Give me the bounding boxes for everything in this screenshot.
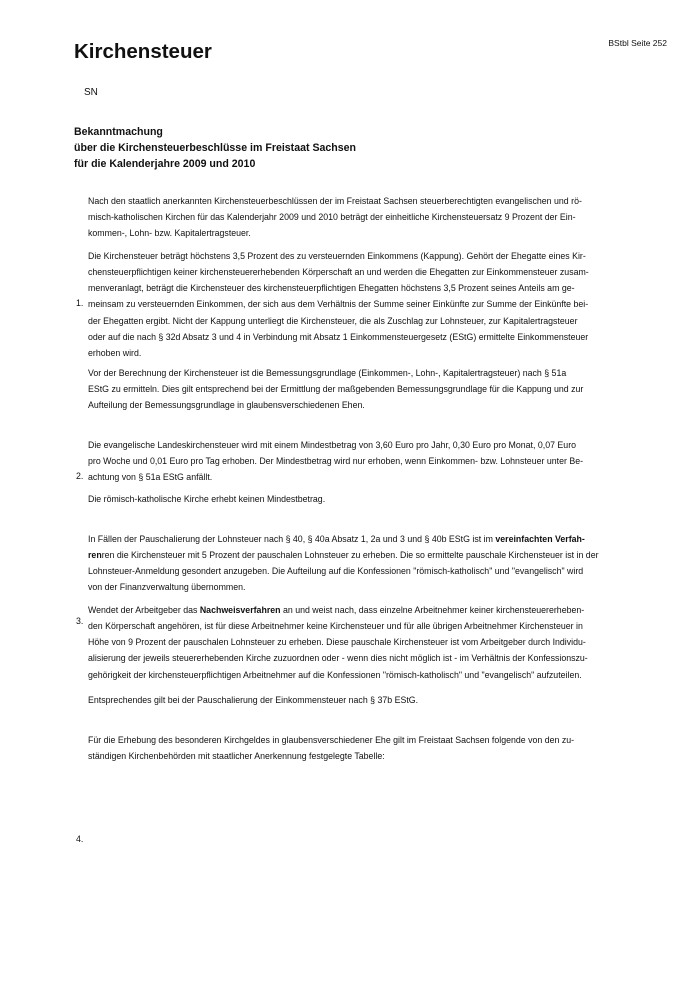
text-line: den Körperschaft angehören, ist für diese Arbeitnehmer keine Kirchensteuer und für alle übrigen Arbeitnehmer Kirchensteuer in bbox=[88, 621, 583, 632]
text-line: Die evangelische Landeskirchensteuer wird mit einem Mindestbetrag von 3,60 Euro pro Jahr, 0,30 Euro pro Monat, 0,07 Euro bbox=[88, 440, 577, 450]
text-line: meinsam zu versteuernden Einkommen, der sich aus dem Verhältnis der Summe seiner Einkünfte zur Summe der Einkünfte bei- bbox=[88, 299, 589, 310]
heading-line: über die Kirchensteuerbeschlüsse im Freistaat Sachsen bbox=[74, 142, 357, 154]
bold-phrase: Nachweisverfahren bbox=[199, 605, 281, 615]
paragraph bbox=[88, 491, 623, 507]
heading-line: für die Kalenderjahre 2009 und 2010 bbox=[74, 158, 256, 170]
section-number-2: 2. bbox=[76, 471, 84, 481]
text-segment: In Fällen der Pauschalierung der Lohnsteuer nach § 40, § 40a Absatz 1, 2a und 3 und § 40b EStG ist im bbox=[88, 534, 496, 544]
text-line: Die Kirchensteuer beträgt höchstens 3,5 Prozent des zu versteuernden Einkommens (Kappung). Gehört der Ehegatte eines Kir- bbox=[88, 251, 586, 261]
text-line: menveranlagt, beträgt die Kirchensteuer des kirchensteuerpflichtigen Ehegatten höchstens 3,5 Prozent seines Anteils am ge- bbox=[88, 283, 575, 294]
text-line: kommen-, Lohn- bzw. Kapitalertragsteuer. bbox=[88, 228, 251, 239]
paragraph bbox=[88, 692, 623, 708]
text-line: Vor der Berechnung der Kirchensteuer ist die Bemessungsgrundlage (Einkommen-, Lohn-, Kapitalertragsteuer) nach § 51a bbox=[88, 368, 567, 378]
paragraph bbox=[88, 732, 623, 764]
text-line: misch-katholischen Kirchen für das Kalenderjahr 2009 und 2010 beträgt der einheitliche Kirchensteuersatz 9 Prozent der Ein- bbox=[88, 212, 576, 223]
page-reference: BStbl Seite 252 bbox=[608, 38, 667, 48]
text-segment: Wendet der Arbeitgeber das bbox=[88, 605, 200, 615]
text-line: achtung von § 51a EStG anfällt. bbox=[88, 472, 213, 483]
paragraph bbox=[88, 248, 623, 361]
text-line bbox=[88, 531, 623, 547]
text-line: Aufteilung der Bemessungsgrundlage in glaubensverschiedenen Ehen. bbox=[88, 400, 365, 411]
intro-paragraph bbox=[88, 193, 623, 241]
bold-phrase: vereinfachten Verfah- bbox=[495, 534, 585, 544]
text-line: pro Woche und 0,01 Euro pro Tag erhoben. Der Mindestbetrag wird nur erhoben, wenn Einkommen- bzw. Lohnsteuer unter Be- bbox=[88, 456, 584, 467]
text-line: Für die Erhebung des besonderen Kirchgeldes in glaubensverschiedener Ehe gilt im Freistaat Sachsen folgende von den zu- bbox=[88, 735, 575, 745]
text-line bbox=[88, 602, 623, 618]
text-line bbox=[88, 547, 623, 563]
text-line: gehörigkeit der kirchensteuerpflichtigen Arbeitnehmer auf die Konfessionen "römisch-katholisch" und "evangelisch" aufzuteilen. bbox=[88, 669, 582, 680]
text-line: Entsprechendes gilt bei der Pauschalierung der Einkommensteuer nach § 37b EStG. bbox=[88, 695, 419, 705]
paragraph bbox=[88, 602, 623, 683]
text-line: chensteuerpflichtigen keiner kirchensteuererhebenden Körperschaft an und werden die Ehegatten zur Einkommensteuer zusam- bbox=[88, 267, 589, 278]
paragraph bbox=[88, 365, 623, 413]
text-line: der Ehegatten ergibt. Nicht der Kappung unterliegt die Kirchensteuer, die als Zuschlag zur Lohnsteuer, zur Kapitalertragsteuer bbox=[88, 315, 578, 326]
text-line: oder auf die nach § 32d Absatz 3 und 4 in Verbindung mit Absatz 1 Einkommensteuergesetz (EStG) ermittelte Einkommensteuer bbox=[88, 331, 589, 342]
text-line: Höhe von 9 Prozent der pauschalen Lohnsteuer zu erheben. Diese pauschale Kirchensteuer ist vom Arbeitgeber durch Individu- bbox=[88, 637, 586, 648]
heading-line: Bekanntmachung bbox=[74, 126, 163, 138]
text-line: Lohnsteuer-Anmeldung gesondert anzugeben. Die Aufteilung auf die Konfessionen "römisch-katholisch" und "evangelisch" wird bbox=[88, 566, 584, 577]
text-line: Nach den staatlich anerkannten Kirchensteuerbeschlüssen der im Freistaat Sachsen steuerberechtigten evangelischen und rö- bbox=[88, 196, 582, 206]
text-line: von der Finanzverwaltung übernommen. bbox=[88, 582, 246, 593]
document-title: Kirchensteuer bbox=[74, 40, 212, 63]
text-line: EStG zu ermitteln. Dies gilt entsprechend bei der Ermittlung der maßgebenden Bemessungsgrundlage für die Kappung und zur bbox=[88, 384, 584, 395]
section-number-4: 4. bbox=[76, 834, 84, 844]
paragraph bbox=[88, 531, 623, 596]
section-number-3: 3. bbox=[76, 616, 84, 626]
text-line: erhoben wird. bbox=[88, 347, 142, 358]
text-line: ständigen Kirchenbehörden mit staatlicher Anerkennung festgelegte Tabelle: bbox=[88, 751, 385, 762]
text-line: Die römisch-katholische Kirche erhebt keinen Mindestbetrag. bbox=[88, 494, 326, 504]
text-line: alisierung der jeweils steuererhebenden Kirche zuzuordnen oder - wenn dies nicht möglich ist - im Verhältnis der Konfessionszu- bbox=[88, 653, 588, 664]
announcement-heading bbox=[74, 124, 356, 172]
section-number-1: 1. bbox=[76, 298, 84, 308]
state-code: SN bbox=[84, 87, 98, 98]
bold-phrase: ren bbox=[88, 550, 102, 561]
paragraph bbox=[88, 437, 623, 485]
text-segment: an und weist nach, dass einzelne Arbeitnehmer keiner kirchensteuererheben- bbox=[280, 605, 585, 615]
text-segment: ren die Kirchensteuer mit 5 Prozent der pauschalen Lohnsteuer zu erheben. Die so ermittelte pauschale Kirchensteuer ist in der bbox=[101, 550, 599, 561]
